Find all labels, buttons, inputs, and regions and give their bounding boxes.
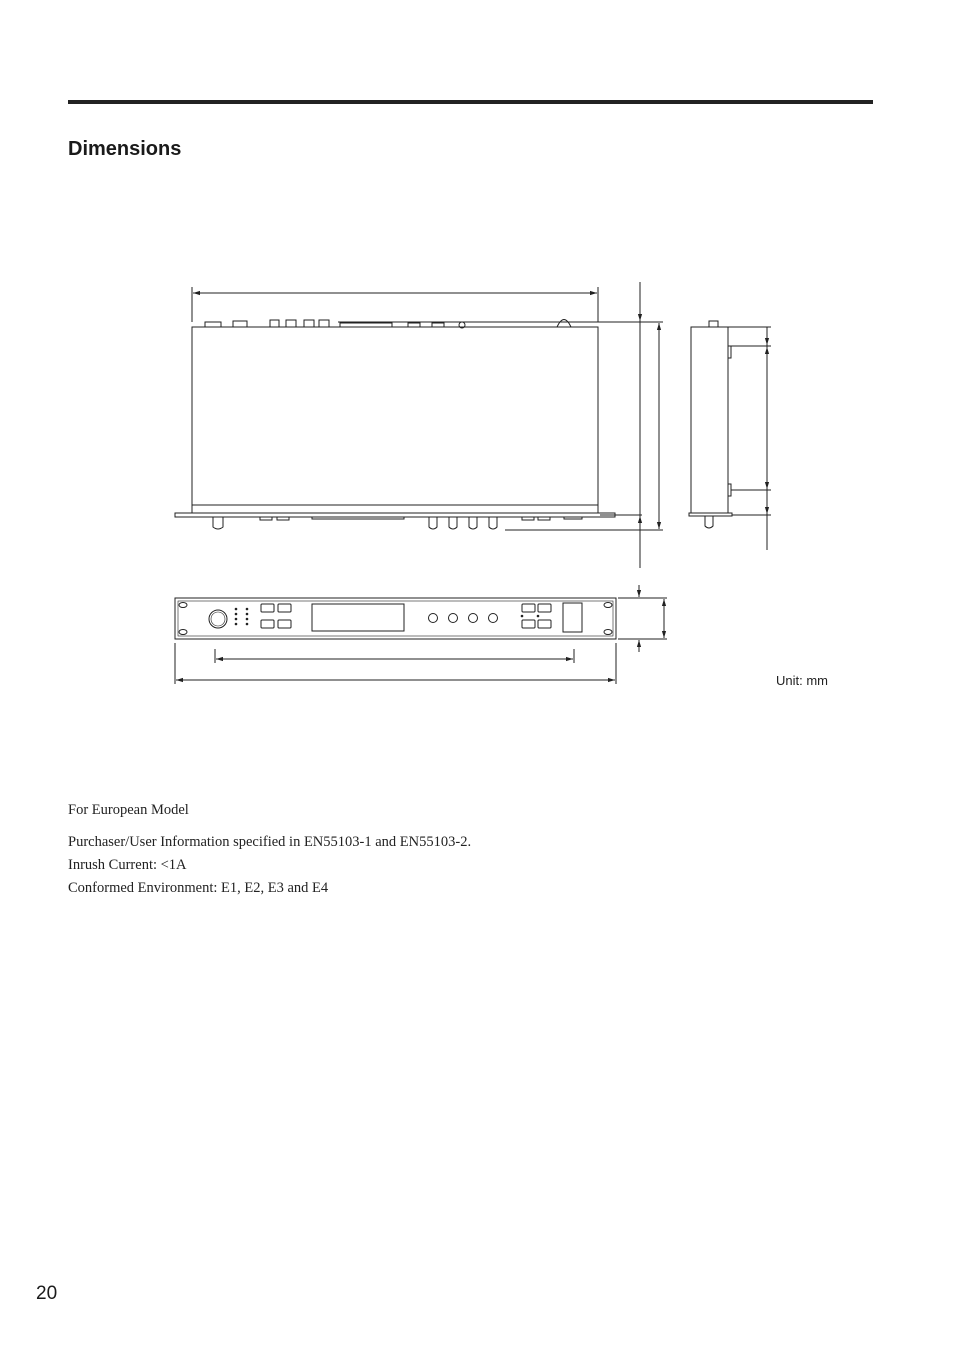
notes-line-environment: Conformed Environment: E1, E2, E3 and E4	[68, 880, 329, 896]
european-model-notes	[68, 799, 471, 900]
unit-label: Unit: mm	[776, 673, 828, 688]
page-title: Dimensions	[68, 138, 182, 160]
side-view	[689, 321, 771, 550]
notes-line-purchaser-info: Purchaser/User Information specified in EN55103-1 and EN55103-2.	[68, 834, 472, 850]
page-number: 20	[36, 1283, 58, 1304]
front-panel-view	[175, 585, 667, 684]
top-view	[175, 282, 663, 568]
notes-heading: For European Model	[68, 802, 189, 818]
notes-line-inrush-current: Inrush Current: <1A	[68, 857, 187, 873]
